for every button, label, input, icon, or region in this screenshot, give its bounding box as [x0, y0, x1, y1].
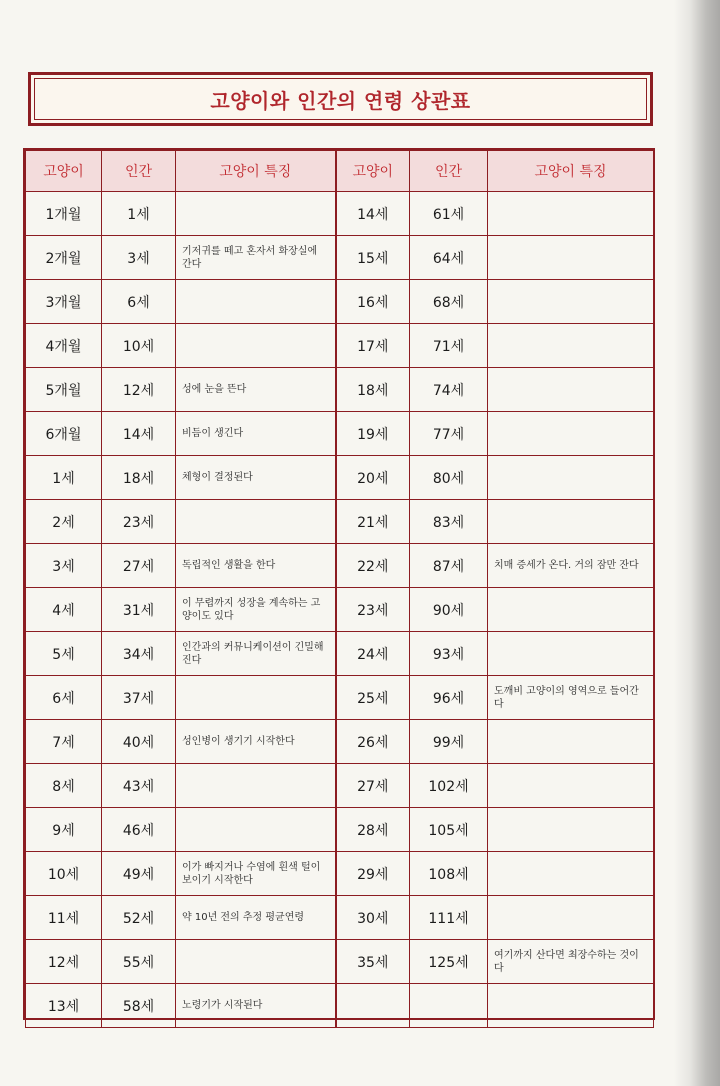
table-row — [26, 896, 654, 940]
right-feature-cell — [488, 764, 654, 808]
left-cat-cell: 9세 — [26, 808, 102, 852]
right-feature-cell — [488, 192, 654, 236]
left-human-cell: 43세 — [102, 764, 176, 808]
right-feature-cell — [488, 632, 654, 676]
table-row — [26, 368, 654, 412]
table-row — [26, 192, 654, 236]
table-row — [26, 676, 654, 720]
left-feature-cell — [176, 500, 336, 544]
left-feature-cell: 비듬이 생긴다 — [176, 412, 336, 456]
right-human-cell: 71세 — [410, 324, 488, 368]
right-cat-cell: 25세 — [336, 676, 410, 720]
left-cat-cell: 2개월 — [26, 236, 102, 280]
table-row — [26, 500, 654, 544]
right-feature-cell — [488, 412, 654, 456]
left-human-cell: 10세 — [102, 324, 176, 368]
right-cat-cell: 19세 — [336, 412, 410, 456]
right-cat-cell: 27세 — [336, 764, 410, 808]
left-cat-cell: 7세 — [26, 720, 102, 764]
page-edge-shadow — [674, 0, 720, 1086]
left-feature-cell: 체형이 결정된다 — [176, 456, 336, 500]
left-human-cell: 55세 — [102, 940, 176, 984]
right-human-cell: 125세 — [410, 940, 488, 984]
left-cat-cell: 6세 — [26, 676, 102, 720]
left-human-cell: 14세 — [102, 412, 176, 456]
right-cat-cell: 28세 — [336, 808, 410, 852]
left-cat-cell: 5세 — [26, 632, 102, 676]
right-cat-cell: 22세 — [336, 544, 410, 588]
header-human-left: 인간 — [102, 151, 176, 192]
left-human-cell: 37세 — [102, 676, 176, 720]
header-cat-right: 고양이 — [336, 151, 410, 192]
right-feature-cell — [488, 808, 654, 852]
left-human-cell: 40세 — [102, 720, 176, 764]
left-cat-cell: 13세 — [26, 984, 102, 1028]
header-human-right: 인간 — [410, 151, 488, 192]
right-human-cell — [410, 984, 488, 1028]
left-feature-cell: 독립적인 생활을 한다 — [176, 544, 336, 588]
table-row — [26, 280, 654, 324]
right-human-cell: 83세 — [410, 500, 488, 544]
left-cat-cell: 2세 — [26, 500, 102, 544]
right-human-cell: 96세 — [410, 676, 488, 720]
left-human-cell: 46세 — [102, 808, 176, 852]
left-cat-cell: 1세 — [26, 456, 102, 500]
right-human-cell: 87세 — [410, 544, 488, 588]
right-cat-cell: 30세 — [336, 896, 410, 940]
left-feature-cell — [176, 764, 336, 808]
right-feature-cell — [488, 456, 654, 500]
table-row — [26, 632, 654, 676]
right-human-cell: 68세 — [410, 280, 488, 324]
table-row — [26, 984, 654, 1028]
table-row — [26, 412, 654, 456]
right-feature-cell — [488, 324, 654, 368]
left-human-cell: 6세 — [102, 280, 176, 324]
right-feature-cell — [488, 500, 654, 544]
right-human-cell: 80세 — [410, 456, 488, 500]
right-human-cell: 111세 — [410, 896, 488, 940]
table-row — [26, 940, 654, 984]
right-human-cell: 77세 — [410, 412, 488, 456]
header-feature-right: 고양이 특징 — [488, 151, 654, 192]
left-human-cell: 12세 — [102, 368, 176, 412]
left-human-cell: 31세 — [102, 588, 176, 632]
right-feature-cell: 도깨비 고양이의 영역으로 들어간다 — [488, 676, 654, 720]
table-body — [26, 192, 654, 1028]
right-feature-cell — [488, 588, 654, 632]
left-cat-cell: 12세 — [26, 940, 102, 984]
right-human-cell: 90세 — [410, 588, 488, 632]
left-feature-cell — [176, 324, 336, 368]
left-human-cell: 34세 — [102, 632, 176, 676]
table-row — [26, 808, 654, 852]
left-cat-cell: 3개월 — [26, 280, 102, 324]
table-row — [26, 324, 654, 368]
right-cat-cell: 26세 — [336, 720, 410, 764]
right-human-cell: 74세 — [410, 368, 488, 412]
right-feature-cell — [488, 280, 654, 324]
right-cat-cell: 20세 — [336, 456, 410, 500]
age-table-container — [23, 148, 655, 1020]
left-human-cell: 52세 — [102, 896, 176, 940]
left-feature-cell: 노령기가 시작된다 — [176, 984, 336, 1028]
right-human-cell: 105세 — [410, 808, 488, 852]
right-cat-cell: 29세 — [336, 852, 410, 896]
left-cat-cell: 8세 — [26, 764, 102, 808]
table-row — [26, 456, 654, 500]
left-cat-cell: 1개월 — [26, 192, 102, 236]
header-cat-left: 고양이 — [26, 151, 102, 192]
title-box — [28, 72, 653, 126]
right-human-cell: 102세 — [410, 764, 488, 808]
left-cat-cell: 4개월 — [26, 324, 102, 368]
right-human-cell: 64세 — [410, 236, 488, 280]
left-feature-cell — [176, 192, 336, 236]
left-cat-cell: 10세 — [26, 852, 102, 896]
right-cat-cell: 18세 — [336, 368, 410, 412]
left-cat-cell: 5개월 — [26, 368, 102, 412]
right-cat-cell: 24세 — [336, 632, 410, 676]
right-feature-cell: 여기까지 산다면 최장수하는 것이다 — [488, 940, 654, 984]
right-cat-cell: 23세 — [336, 588, 410, 632]
right-cat-cell: 15세 — [336, 236, 410, 280]
right-feature-cell — [488, 720, 654, 764]
left-feature-cell: 기저귀를 떼고 혼자서 화장실에 간다 — [176, 236, 336, 280]
left-cat-cell: 11세 — [26, 896, 102, 940]
table-row — [26, 852, 654, 896]
left-human-cell: 1세 — [102, 192, 176, 236]
right-cat-cell: 17세 — [336, 324, 410, 368]
right-human-cell: 61세 — [410, 192, 488, 236]
table-row — [26, 588, 654, 632]
left-human-cell: 23세 — [102, 500, 176, 544]
right-cat-cell: 35세 — [336, 940, 410, 984]
left-human-cell: 3세 — [102, 236, 176, 280]
table-header-row — [26, 151, 654, 192]
left-feature-cell — [176, 280, 336, 324]
left-feature-cell: 성인병이 생기기 시작한다 — [176, 720, 336, 764]
table-row — [26, 236, 654, 280]
right-feature-cell — [488, 896, 654, 940]
left-feature-cell: 약 10년 전의 추정 평균연령 — [176, 896, 336, 940]
left-feature-cell — [176, 676, 336, 720]
left-cat-cell: 3세 — [26, 544, 102, 588]
page-title: 고양이와 인간의 연령 상관표 — [210, 88, 471, 113]
table-row — [26, 764, 654, 808]
right-feature-cell — [488, 236, 654, 280]
left-human-cell: 49세 — [102, 852, 176, 896]
left-feature-cell: 성에 눈을 뜬다 — [176, 368, 336, 412]
right-cat-cell: 14세 — [336, 192, 410, 236]
left-feature-cell — [176, 940, 336, 984]
right-feature-cell — [488, 984, 654, 1028]
right-cat-cell: 16세 — [336, 280, 410, 324]
left-cat-cell: 6개월 — [26, 412, 102, 456]
left-feature-cell: 인간과의 커뮤니케이션이 긴밀해진다 — [176, 632, 336, 676]
right-cat-cell: 21세 — [336, 500, 410, 544]
left-cat-cell: 4세 — [26, 588, 102, 632]
table-row — [26, 544, 654, 588]
left-feature-cell: 이 무렵까지 성장을 계속하는 고양이도 있다 — [176, 588, 336, 632]
right-feature-cell: 치매 증세가 온다. 거의 잠만 잔다 — [488, 544, 654, 588]
right-feature-cell — [488, 368, 654, 412]
header-feature-left: 고양이 특징 — [176, 151, 336, 192]
left-feature-cell — [176, 808, 336, 852]
left-human-cell: 18세 — [102, 456, 176, 500]
right-human-cell: 93세 — [410, 632, 488, 676]
right-human-cell: 108세 — [410, 852, 488, 896]
table-row — [26, 720, 654, 764]
left-human-cell: 27세 — [102, 544, 176, 588]
right-cat-cell — [336, 984, 410, 1028]
right-human-cell: 99세 — [410, 720, 488, 764]
left-feature-cell: 이가 빠지거나 수염에 흰색 털이 보이기 시작한다 — [176, 852, 336, 896]
left-human-cell: 58세 — [102, 984, 176, 1028]
age-correlation-table — [25, 150, 654, 1028]
right-feature-cell — [488, 852, 654, 896]
